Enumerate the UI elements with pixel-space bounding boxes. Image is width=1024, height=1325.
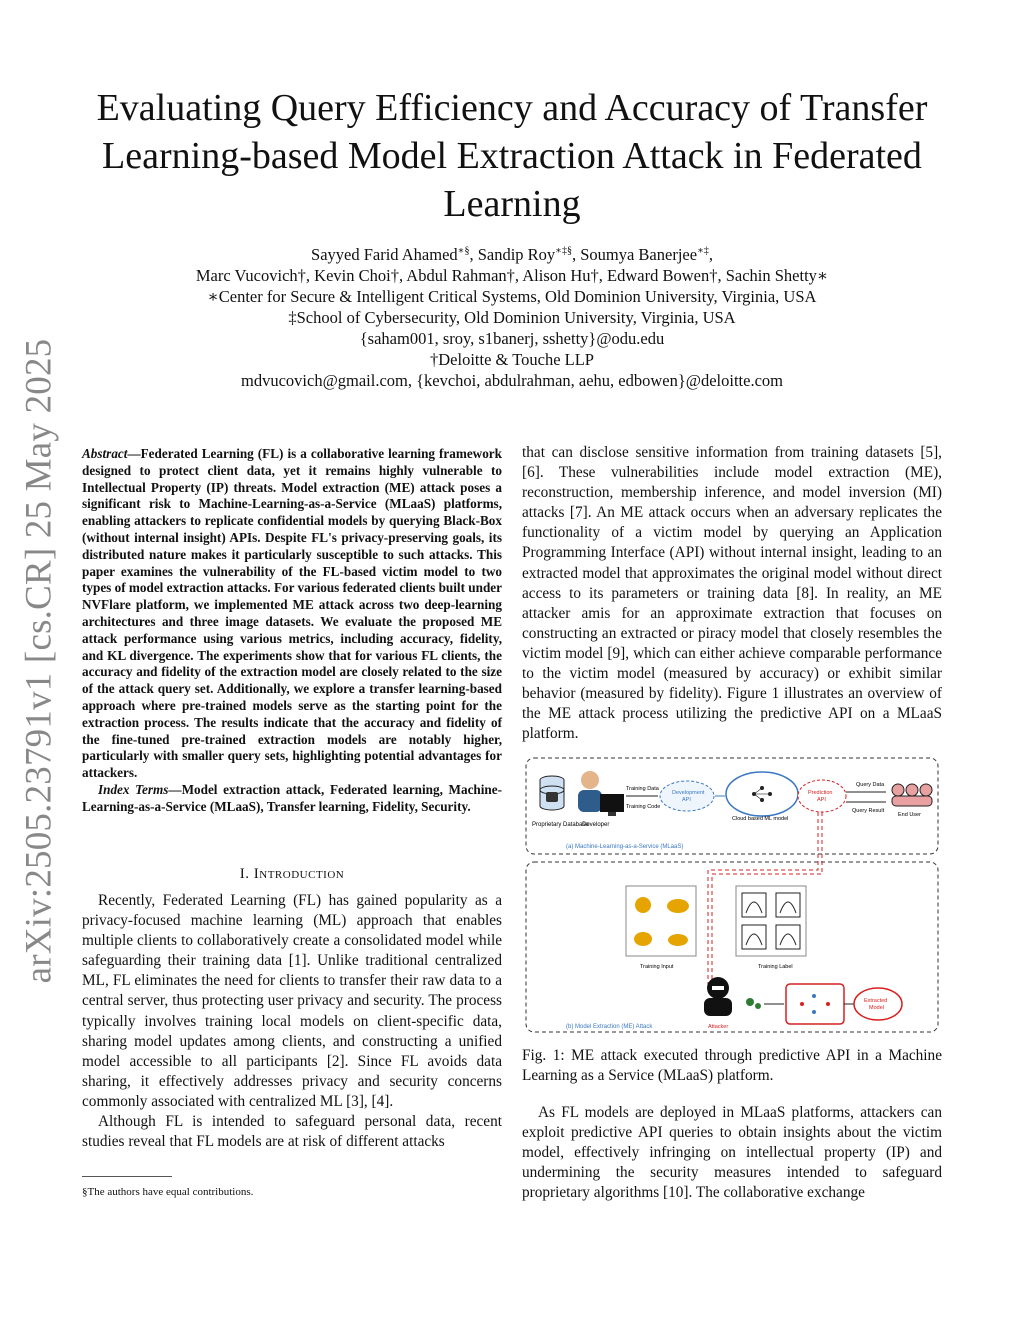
query-data-label: Query Data (856, 782, 885, 788)
affiliation-2: ‡School of Cybersecurity, Old Dominion University, Virginia, USA (288, 308, 736, 327)
right-column-text-2 (522, 1103, 942, 1203)
figure-caption: Fig. 1: ME attack executed through predictive API in a Machine Learning as a Service (MLaaS) platform. (522, 1047, 942, 1085)
svg-text:API: API (817, 797, 826, 803)
proprietary-db-label: Proprietary Database (532, 822, 589, 828)
section-b-label: (b) Model Extraction (ME) Attack (566, 1024, 653, 1030)
intro-paragraph-2: Although FL is intended to safeguard personal data, recent studies reveal that FL models are at risk of different attacks (82, 1113, 502, 1151)
svg-text:API: API (682, 797, 691, 803)
gear-icon (746, 998, 761, 1009)
right-paragraph-2: As FL models are deployed in MLaaS platforms, attackers can exploit predictive API queries to obtain insights about the victim model, effectively infringing on intellectual property (IP) and undermining the security measures intended to safeguard proprietary algorithms [10]. The collaborative exchange (522, 1104, 942, 1202)
end-user-label: End User (898, 812, 921, 818)
author-line-1: Sayyed Farid Ahamed∗§, Sandip Roy∗‡§, Soumya Banerjee∗‡, (311, 245, 713, 264)
training-input-label: Training Input (640, 964, 674, 970)
training-label-grid (736, 886, 806, 956)
paper-title: Evaluating Query Efficiency and Accuracy of Transfer Learning-based Model Extraction Attack in Federated Learning (96, 87, 928, 225)
prediction-api-cloud (798, 780, 846, 812)
intro-text (82, 891, 502, 1152)
affiliation-3: †Deloitte & Touche LLP (430, 350, 594, 369)
database-icon (540, 776, 564, 810)
extracted-model-cloud (854, 988, 902, 1020)
svg-text:Model: Model (869, 1005, 884, 1011)
query-result-label: Query Result (852, 808, 885, 814)
me-attack-diagram (522, 756, 942, 1036)
cloud-model-label: Cloud based ML model (732, 816, 789, 822)
training-data-label: Training Data (626, 786, 659, 792)
footnote: §The authors have equal contributions. (82, 1186, 254, 1198)
training-label-label: Training Label (758, 964, 793, 970)
svg-text:Prediction: Prediction (808, 790, 833, 796)
extracted-network-icon (786, 984, 844, 1024)
section-a-label: (a) Machine-Learning-as-a-Service (MLaaS) (566, 844, 684, 850)
email-2: mdvucovich@gmail.com, {kevchoi, abdulrahman, aehu, edbowen}@deloitte.com (241, 371, 783, 390)
svg-text:Extracted: Extracted (864, 998, 888, 1004)
section-heading: I. Introduction (239, 866, 345, 882)
intro-paragraph-1: Recently, Federated Learning (FL) has gained popularity as a privacy-focused machine learning (ML) approach that enables multiple clients to collaboratively create a consolidated model while safeguarding their training data [1]. Unlike traditional centralized ML, FL eliminates the need for clients to transfer their raw data to a central server, thus protecting user privacy and security. The process typically involves training local models on client-specific data, sharing model updates among clients, and constructing a unified model accessible to all participants [2]. Since FL avoids data sharing, it effectively addresses privacy and security concerns commonly associated with centralized ML [3], [4]. (82, 892, 502, 1110)
email-1: {saham001, sroy, s1banerj, sshetty}@odu.edu (359, 329, 665, 348)
training-input-grid (626, 886, 696, 956)
abstract: Abstract—Federated Learning (FL) is a collaborative learning framework designed to protect client data, yet it remains highly vulnerable to Intellectual Property (IP) threats. Model extraction (ME) attack poses a significant risk to Machine-Learning-as-a-Service (MLaaS) platforms, enabling attackers to replicate confidential models by querying Black-Box (without internal insight) APIs. Despite FL's privacy-preserving goals, its distributed nature makes it particularly susceptible to such attacks. This paper examines the vulnerability of the FL-based victim model to two types of model extraction attacks. For various federated clients built under NVFlare platform, we implemented ME attack across two deep-learning architectures and three image datasets. We evaluate the proposed ME attack performance using various metrics, including accuracy, fidelity, and KL divergence. The experiments show that for various FL clients, the accuracy and fidelity of the extraction model are closely related to the size of the attack query set. Additionally, we explore a transfer learning-based approach where pre-trained models serve as the starting point for the extraction process. The results indicate that the accuracy and fidelity of the fine-tuned pre-trained extraction models are notably higher, particularly with smaller query sets, highlighting potential advantages for attackers. Index Terms—Model extraction attack, Federated learning, Machine-Learning-as-a-Service (MLaaS), Transfer learning, Fidelity, Security. (82, 446, 503, 814)
training-code-label: Training Code (626, 804, 661, 810)
affiliation-1: ∗Center for Secure & Intelligent Critical Systems, Old Dominion University, Virginia, USA (207, 287, 817, 306)
right-paragraph-1: that can disclose sensitive information from training datasets [5], [6]. These vulnerabilities include model extraction (ME), reconstruction, membership inference, and model inversion (MI) attacks [7]. An ME attack occurs when an adversary replicates the functionality of a victim model by querying an Application Programming Interface (API) without internal insight, leading to an extracted model that approximates the original model without direct access to its parameters or training data [8]. In reality, an ME attacker amis for an approximate extraction that focuses on constructing an extracted or piracy model that closely resembles the victim model [9], which can either achieve comparable performance to the victim model (measured by accuracy) or exhibit similar behavior (measured by fidelity). Figure 1 illustrates an overview of the ME attack process utilizing the predictive API on a MLaaS platform. (522, 444, 942, 743)
attacker-label: Attacker (708, 1024, 729, 1030)
developer-label: Developer (582, 822, 610, 828)
cloud-model-icon (726, 772, 798, 816)
author-line-2: Marc Vucovich†, Kevin Choi†, Abdul Rahman†, Alison Hu†, Edward Bowen†, Sachin Shetty∗ (195, 266, 829, 285)
right-column-text (522, 443, 942, 744)
svg-text:Development: Development (672, 790, 705, 796)
figure-1 (522, 756, 942, 1036)
development-api-cloud (660, 781, 714, 811)
end-user-icon (892, 784, 932, 806)
arxiv-stamp: arXiv:2505.23791v1 [cs.CR] 25 May 2025 (18, 338, 60, 984)
developer-icon (578, 771, 624, 816)
footnote-rule (82, 1176, 172, 1177)
author-block (60, 244, 964, 391)
